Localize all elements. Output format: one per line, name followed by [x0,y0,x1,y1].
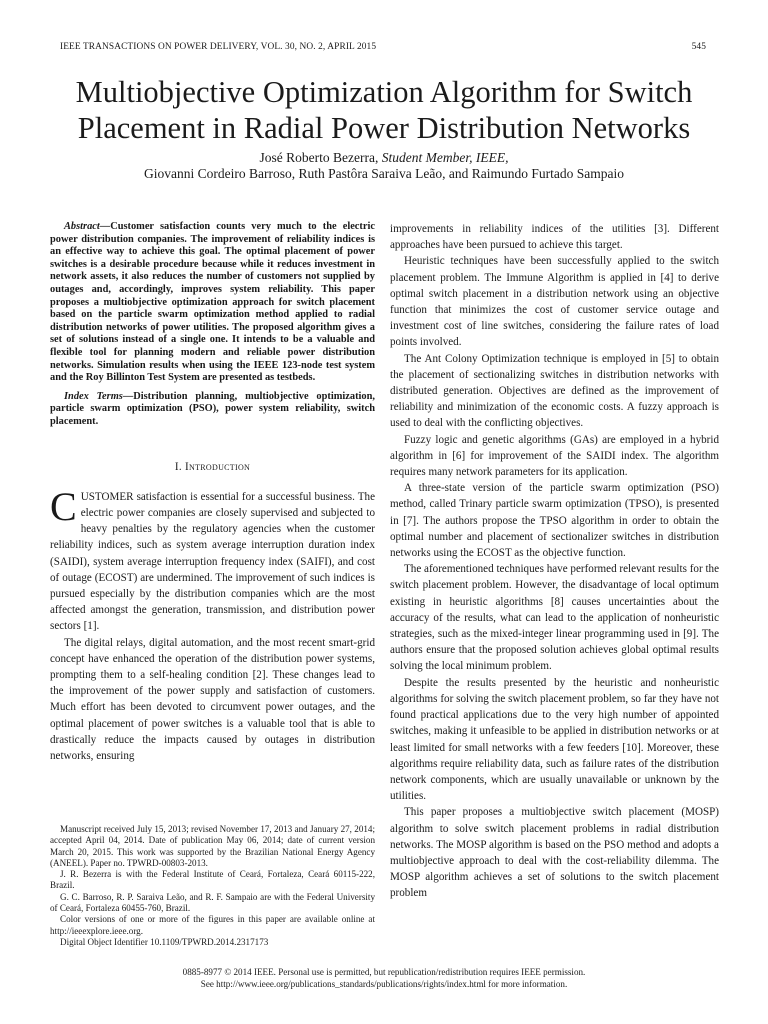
page-number: 545 [691,42,706,52]
author-list [20,150,748,182]
right-paragraph-8: This paper proposes a multiobjective switch placement (MOSP) algorithm to solve switch placement problems in radial distribution networks. The MOSP algorithm is based on the PSO method and adopts a multiobjective approach to deal with the cost-reliability dilemma. The MOSP algorithm achieves a set of solutions to the switch placement problem [390,806,719,900]
author-line-1 [20,150,748,166]
index-terms [50,391,375,429]
right-paragraph-7: Despite the results presented by the heuristic and nonheuristic algorithms for solving the switch placement problem, so far they have not found practical applications due to the very high number of appointed switches, making it unfeasible to be applied in distribution networks or at least limited for small networks with a few feeders [10]. Moreover, these algorithms require reliability data, such as failure rates of the distribution network components, which are usually unavailable or unknown by the utilities. [390,676,719,803]
intro-first-word: USTOMER [80,490,134,503]
footnotes [50,824,375,948]
right-paragraph-4: Fuzzy logic and genetic algorithms (GAs) are employed in a hybrid algorithm in [6] for improvement of the SAIDI index. The algorithm requires many network parameters for its application. [390,433,719,479]
copyright-footer [60,966,708,991]
title-line-1: Multiobjective Optimization Algorithm for Switch [75,75,693,109]
right-paragraph-2: Heuristic techniques have been successfully applied to the switch placement problem. The Immune Algorithm is applied in [4] to derive optimal switch placement in a distribution network using an objective function that minimizes the cost of customer service outage and investment cost of line switches, considering the failure rates of load points involved. [390,255,719,349]
right-paragraph-3: The Ant Colony Optimization technique is employed in [5] to obtain the placement of sectionalizing switches in distribution networks with distributed generation. Objectives are defined as the improvement of reliability and minimization of the economic costs. A fuzzy approach is used to deal with the conflicting objectives. [390,352,719,430]
footnote-color: Color versions of one or more of the figures in this paper are available online at http://ieeexplore.ieee.org. [50,914,375,936]
right-column [390,221,719,902]
author-name: José Roberto Bezerra, [259,150,379,165]
running-head [60,42,706,52]
right-paragraph-5: A three-state version of the particle swarm optimization (PSO) method, called Trinary particle swarm optimization (TPSO), is presented in [7]. The authors propose the TPSO algorithm in order to obtain the optimal number and placement of sectionalizer switches in distribution networks using the ECOST as the objective function. [390,482,719,560]
index-terms-text: Distribution planning, multiobjective optimization, particle swarm optimization (PSO), power system reliability, switch placement. [50,390,375,427]
title-line-2: Placement in Radial Power Distribution Networks [77,111,691,145]
paper-title [20,74,748,146]
right-paragraph-6: The aforementioned techniques have performed relevant results for the switch placement problem. However, the disadvantage of local optimum existing in heuristic algorithms [8] causes uncertainties about the accuracy of the results, what can lead to the application of nonheuristic strategies, such as the mixed-integer linear programming used in [9]. The authors ensure that the proposed solution achieves global optimal results solving the local minimum problem. [390,563,719,673]
right-paragraph-1: improvements in reliability indices of the utilities [3]. Different approaches have been pursued to achieve this target. [390,223,719,252]
footnote-author-1: J. R. Bezerra is with the Federal Institute of Ceará, Fortaleza, Ceará 60115-222, Brazil. [50,869,375,891]
journal-name: IEEE TRANSACTIONS ON POWER DELIVERY, VOL. 30, NO. 2, APRIL 2015 [60,42,377,52]
index-terms-label: Index Terms— [64,390,134,402]
rights-url-line: See http://www.ieee.org/publications_standards/publications/rights/index.html for more information. [200,979,568,990]
intro-paragraph-1 [50,483,375,635]
author-line-2: Giovanni Cordeiro Barroso, Ruth Pastôra Saraiva Leão, and Raimundo Furtado Sampaio [144,166,624,181]
footnote-manuscript: Manuscript received July 15, 2013; revised November 17, 2013 and January 27, 2014; accepted April 04, 2014. Date of publication May 06, 2014; date of current version March 20, 2015. This work was supported by the Brazilian National Energy Agency (ANEEL). Paper no. TPWRD-00803-2013. [50,824,375,868]
copyright-line: 0885-8977 © 2014 IEEE. Personal use is permitted, but republication/redistribution requires IEEE permission. [182,967,586,977]
intro-paragraph-2: The digital relays, digital automation, and the most recent smart-grid concept have enhanced the operation of the distribution power systems, prompting them to a self-healing condition [2]. These changes lead to the improvement of the power supply and satisfaction of customers. Much effort has been devoted to circumvent power outages, and the optimal placement of power switches is a valuable tool that is able to drastically reduce the impacts caused by outages in distribution networks, ensuring [50,636,375,762]
abstract-text: Customer satisfaction counts very much to the electric power distribution companies. The improvement of reliability indices is an effective way to achieve this goal. The optimal placement of power switches is a desirable procedure because while it reduces investment in network assets, it also reduces the number of customers not supplied by outages and, accordingly, improves system reliability. This paper proposes a multiobjective optimization approach for switch placement based on the particle swarm optimization method applied to radial distribution networks of power utilities. The proposed algorithm gives a set of solutions instead of a single one. It intends to be a valuable and flexible tool for planning modern and reliable power distribution networks. Simulation results when using the IEEE 123-node test system and the Roy Billinton Test System are presented as testbeds. [50,221,375,384]
footnote-doi: Digital Object Identifier 10.1109/TPWRD.2014.2317173 [60,936,269,947]
author-membership: Student Member, IEEE, [381,150,509,165]
section-heading-introduction: I. Introduction [174,460,251,473]
abstract-label: Abstract— [64,221,111,232]
intro-paragraph-1-text: satisfaction is essential for a successful business. The electric power companies are closely supervised and subjected to heavy penalties by the regulatory agencies when the customer reliability indices, such as system average interruption duration index (SAIDI), system average interruption frequency index (SAIFI), and cost of outage (ECOST) are undermined. The improvement of such indices is pursued especially by the distribution companies which are the most affected amongst the generation, transmission, and distribution power sectors [1]. [50,490,375,633]
footnote-authors-2: G. C. Barroso, R. P. Saraiva Leão, and R. F. Sampaio are with the Federal University of Ceará, Fortaleza 60455-760, Brazil. [50,891,375,914]
left-column [50,221,375,764]
drop-cap: C [50,483,77,529]
abstract [50,221,375,385]
